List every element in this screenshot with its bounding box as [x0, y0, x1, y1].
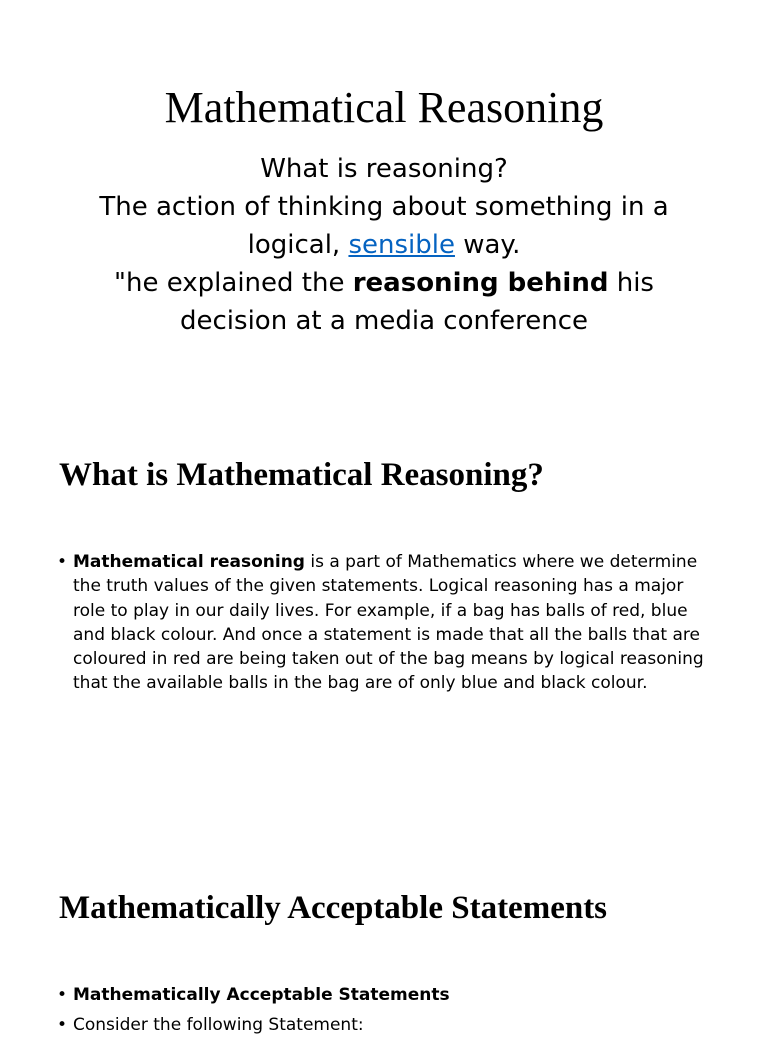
definition-before-link: The action of thinking about something in a logical,: [99, 192, 669, 260]
bullet-list: [57, 983, 717, 1044]
bullet-marker: •: [57, 1015, 68, 1036]
slide-2: [0, 400, 768, 855]
bullet-bold: Mathematical reasoning: [73, 552, 305, 572]
bullet-text: Consider the following Statement:: [73, 1015, 364, 1036]
slide-1: [0, 0, 768, 400]
bullet-list: [57, 550, 717, 696]
sensible-link[interactable]: sensible: [348, 230, 455, 260]
definition-text: [84, 188, 684, 264]
slide-body: [84, 150, 684, 340]
list-item: [57, 1013, 717, 1037]
bullet-text: is a part of Mathematics where we determine the truth values of the given statements. Logical reasoning has a major role to play in our daily lives. For example, if a bag has balls of red, blue and black colour. And once a statement is made that all the balls that are coloured in red are being taken out of the bag means by logical reasoning that the available balls in the bag are of only blue and black colour.: [73, 552, 704, 694]
example-before: "he explained the: [114, 268, 353, 298]
list-item: [57, 983, 717, 1007]
bullet-marker: •: [57, 552, 68, 572]
slide-title: Mathematical Reasoning: [164, 83, 604, 132]
bullet-marker: •: [57, 985, 68, 1005]
slide-heading: Mathematically Acceptable Statements: [59, 890, 608, 926]
example-after: his decision at a media conference: [180, 268, 654, 336]
slide-3: [0, 855, 768, 1036]
question-text: What is reasoning?: [260, 154, 508, 184]
list-item: [57, 550, 717, 696]
slide-heading: What is Mathematical Reasoning?: [59, 457, 544, 493]
definition-after-link: way.: [454, 230, 521, 260]
example-text: [84, 264, 684, 340]
example-bold: reasoning behind: [352, 268, 609, 298]
bullet-bold: Mathematically Acceptable Statements: [73, 985, 450, 1005]
